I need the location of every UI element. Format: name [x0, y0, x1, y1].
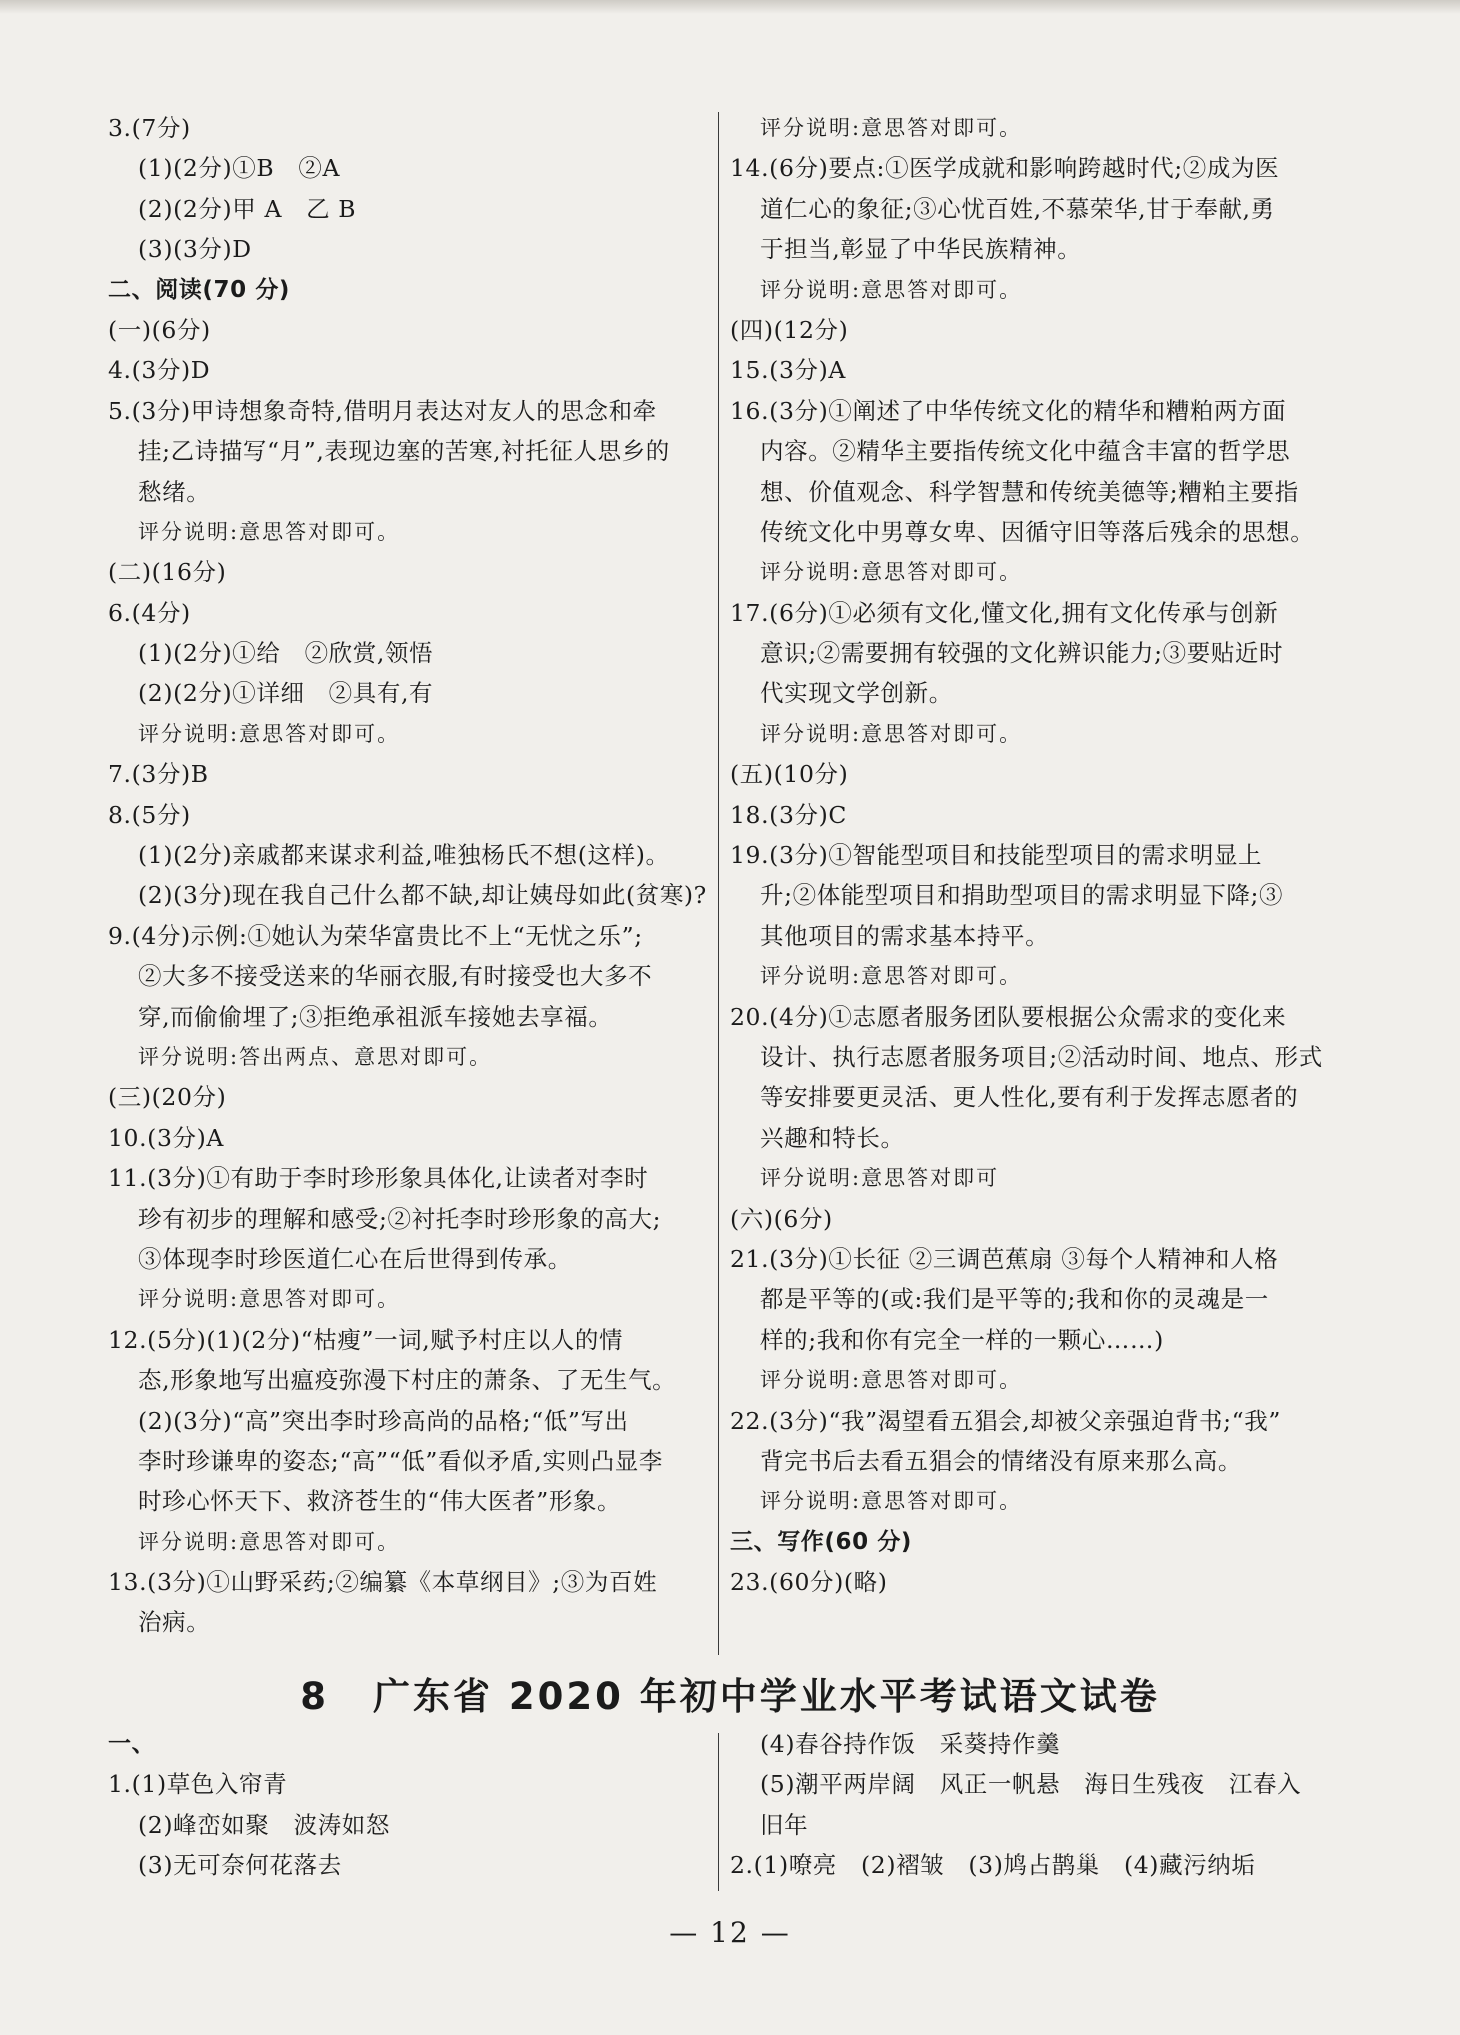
- answer-line: 19.(3分)①智能型项目和技能型项目的需求明显上: [730, 841, 1263, 870]
- answer-line: 18.(3分)C: [730, 800, 847, 829]
- chapter-heading: [0, 1666, 1460, 1720]
- answer-line: ③体现李时珍医道仁心在后世得到传承。: [138, 1244, 572, 1273]
- answer-line: 都是平等的(或:我们是平等的;我和你的灵魂是一: [760, 1285, 1269, 1314]
- bottom-left-column: [108, 1724, 708, 1886]
- scoring-note: 评分说明:意思答对即可: [760, 1166, 1000, 1191]
- scoring-note: 评分说明:意思答对即可。: [760, 277, 1023, 302]
- answer-line: (2)(2分)①详细 ②具有,有: [138, 679, 434, 708]
- section-heading: 二、阅读(70 分): [108, 276, 291, 303]
- answer-line: 珍有初步的理解和感受;②衬托李时珍形象的高大;: [138, 1204, 662, 1233]
- answer-line: (1)(2分)①B ②A: [138, 154, 341, 183]
- answer-line: (五)(10分): [730, 760, 849, 789]
- scoring-note: 评分说明:意思答对即可。: [760, 964, 1023, 989]
- scoring-note: 评分说明:意思答对即可。: [138, 519, 401, 544]
- answer-line: 15.(3分)A: [730, 356, 846, 385]
- scoring-note: 评分说明:意思答对即可。: [760, 721, 1023, 746]
- answer-line: 意识;②需要拥有较强的文化辨识能力;③要贴近时: [760, 639, 1284, 668]
- answer-line: 14.(6分)要点:①医学成就和影响跨越时代;②成为医: [730, 154, 1280, 183]
- answer-line: 17.(6分)①必须有文化,懂文化,拥有文化传承与创新: [730, 598, 1279, 627]
- answer-line: 升;②体能型项目和捐助型项目的需求明显下降;③: [760, 881, 1284, 910]
- answer-line: 22.(3分)“我”渴望看五猖会,却被父亲强迫背书;“我”: [730, 1406, 1282, 1435]
- section-heading: 一、: [108, 1731, 156, 1757]
- answer-line: (2)峰峦如聚 波涛如怒: [138, 1810, 390, 1839]
- answer-line: (2)(2分)甲 A 乙 B: [138, 194, 357, 223]
- bottom-right-column: [730, 1724, 1340, 1886]
- answer-line: 9.(4分)示例:①她认为荣华富贵比不上“无忧之乐”;: [108, 921, 643, 950]
- scoring-note: 评分说明:意思答对即可。: [138, 1529, 401, 1554]
- answer-line: (二)(16分): [108, 558, 227, 587]
- scoring-note: 评分说明:答出两点、意思对即可。: [138, 1044, 493, 1069]
- answer-line: 样的;我和你有完全一样的一颗心……): [760, 1325, 1164, 1354]
- answer-line: (4)春谷持作饭 采葵持作羹: [760, 1730, 1061, 1758]
- scoring-note: 评分说明:意思答对即可。: [760, 1368, 1023, 1393]
- answer-line: 旧年: [760, 1810, 809, 1839]
- answer-line: 6.(4分): [108, 598, 191, 627]
- answer-line: (3)(3分)D: [138, 235, 252, 264]
- answer-line: (2)(3分)现在我自己什么都不缺,却让姨母如此(贫寒)?: [138, 881, 707, 910]
- answer-line: 传统文化中男尊女卑、因循守旧等落后残余的思想。: [760, 517, 1315, 546]
- answer-line: ②大多不接受送来的华丽衣服,有时接受也大多不: [138, 962, 653, 991]
- answer-line: 愁绪。: [138, 477, 211, 506]
- answer-line: 2.(1)嘹亮 (2)褶皱 (3)鸠占鹊巢 (4)藏污纳垢: [730, 1851, 1256, 1880]
- answer-line: 1.(1)草色入帘青: [108, 1770, 288, 1799]
- answer-line: (一)(6分): [108, 315, 211, 344]
- answer-line: 8.(5分): [108, 800, 191, 829]
- answer-line: 内容。②精华主要指传统文化中蕴含丰富的哲学思: [760, 437, 1291, 466]
- answer-line: 想、价值观念、科学智慧和传统美德等;糟粕主要指: [760, 477, 1299, 506]
- column-divider: [718, 112, 719, 1655]
- scoring-note: 评分说明:意思答对即可。: [760, 1489, 1023, 1514]
- answer-line: 时珍心怀天下、救济苍生的“伟大医者”形象。: [138, 1487, 622, 1516]
- answer-line: 设计、执行志愿者服务项目;②活动时间、地点、形式: [760, 1042, 1323, 1071]
- answer-line: 21.(3分)①长征 ②三调芭蕉扇 ③每个人精神和人格: [730, 1244, 1279, 1273]
- answer-line: 11.(3分)①有助于李时珍形象具体化,让读者对李时: [108, 1164, 649, 1193]
- answer-line: 代实现文学创新。: [760, 679, 953, 708]
- answer-line: 4.(3分)D: [108, 356, 211, 385]
- answer-line: 16.(3分)①阐述了中华传统文化的精华和糟粕两方面: [730, 396, 1287, 425]
- answer-line: 李时珍谦卑的姿态;“高”“低”看似矛盾,实则凸显李: [138, 1446, 663, 1475]
- answer-line: 兴趣和特长。: [760, 1123, 905, 1152]
- answer-line: (四)(12分): [730, 315, 849, 344]
- answer-line: (3)无可奈何花落去: [138, 1851, 342, 1880]
- answer-line: 3.(7分): [108, 114, 191, 142]
- answer-line: (2)(3分)“高”突出李时珍高尚的品格;“低”写出: [138, 1406, 629, 1435]
- answer-line: 等安排要更灵活、更人性化,要有利于发挥志愿者的: [760, 1083, 1299, 1112]
- answer-line: (1)(2分)①给 ②欣赏,领悟: [138, 639, 434, 668]
- chapter-title: 广东省 2020 年初中学业水平考试语文试卷: [373, 1675, 1160, 1718]
- answer-line: (三)(20分): [108, 1083, 227, 1112]
- answer-line: 7.(3分)B: [108, 760, 209, 789]
- answer-line: (六)(6分): [730, 1204, 833, 1233]
- answer-line: 12.(5分)(1)(2分)“枯瘦”一词,赋予村庄以人的情: [108, 1325, 624, 1354]
- answer-line: 穿,而偷偷埋了;③拒绝承祖派车接她去享福。: [138, 1002, 613, 1031]
- answer-line: 挂;乙诗描写“月”,表现边塞的苦寒,衬托征人思乡的: [138, 437, 670, 466]
- section-heading: 三、写作(60 分): [730, 1528, 913, 1555]
- answer-line: 20.(4分)①志愿者服务团队要根据公众需求的变化来: [730, 1002, 1287, 1031]
- answer-line: 道仁心的象征;③心忧百姓,不慕荣华,甘于奉献,勇: [760, 194, 1275, 223]
- answer-line: 背完书后去看五猖会的情绪没有原来那么高。: [760, 1446, 1242, 1475]
- left-answer-column: [108, 108, 708, 1643]
- answer-line: 10.(3分)A: [108, 1123, 224, 1152]
- scoring-note: 评分说明:意思答对即可。: [760, 560, 1023, 585]
- answer-line: 23.(60分)(略): [730, 1568, 888, 1597]
- scoring-note: 评分说明:意思答对即可。: [760, 116, 1023, 140]
- answer-line: 5.(3分)甲诗想象奇特,借明月表达对友人的思念和牵: [108, 396, 657, 425]
- answer-line: (1)(2分)亲戚都来谋求利益,唯独杨氏不想(这样)。: [138, 841, 670, 870]
- right-answer-column: [730, 108, 1340, 1602]
- answer-line: 其他项目的需求基本持平。: [760, 921, 1050, 950]
- answer-line: 态,形象地写出瘟疫弥漫下村庄的萧条、了无生气。: [138, 1366, 677, 1395]
- answer-line: 治病。: [138, 1608, 211, 1637]
- scan-top-edge: [0, 0, 1460, 14]
- answer-line: 13.(3分)①山野采药;②编纂《本草纲目》;③为百姓: [108, 1568, 658, 1597]
- page-number: — 12 —: [669, 1916, 791, 1949]
- answer-line: (5)潮平两岸阔 风正一帆悬 海日生残夜 江春入: [760, 1770, 1302, 1799]
- scoring-note: 评分说明:意思答对即可。: [138, 1287, 401, 1312]
- scoring-note: 评分说明:意思答对即可。: [138, 721, 401, 746]
- bottom-column-divider: [718, 1733, 719, 1891]
- answer-line: 于担当,彰显了中华民族精神。: [760, 235, 1082, 264]
- chapter-number: 8: [300, 1675, 329, 1718]
